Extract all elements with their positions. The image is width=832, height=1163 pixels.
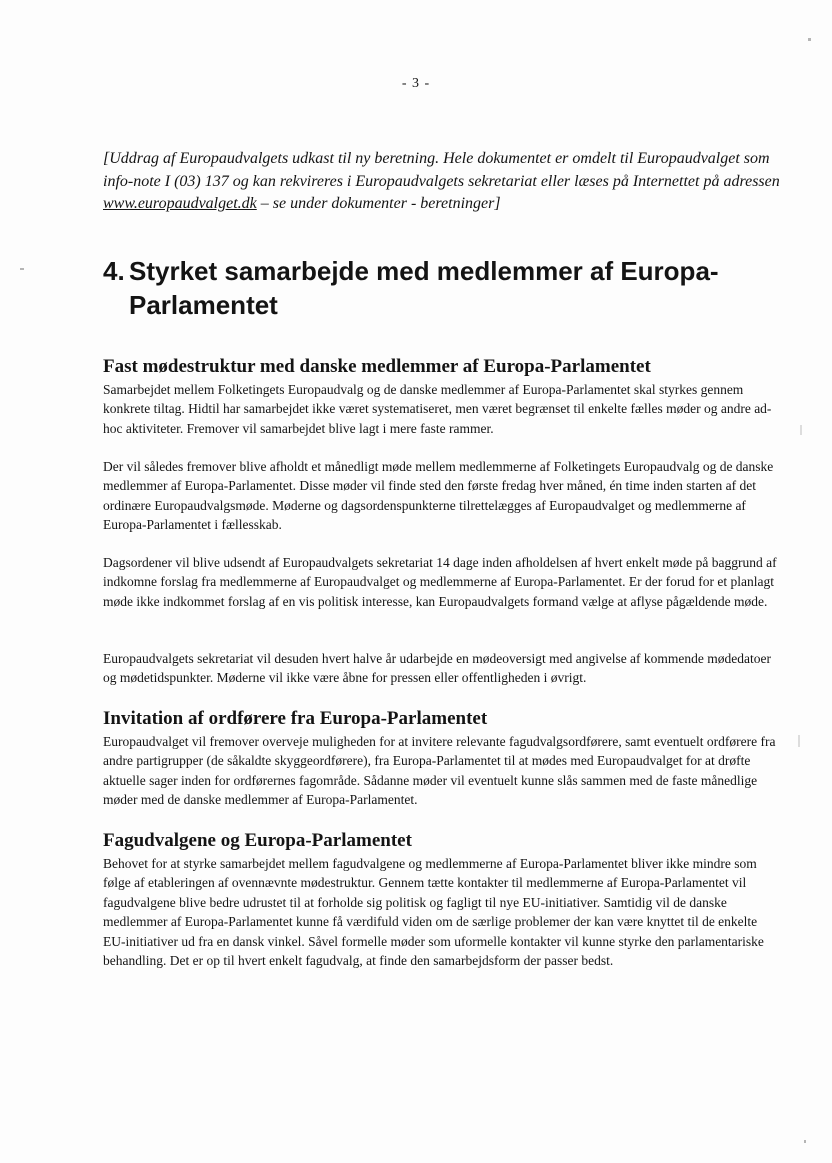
- scan-speck: [800, 425, 802, 435]
- section-paragraph: Behovet for at styrke samarbejdet mellem fagudvalgene og medlemmerne af Europa-Parlamentet bliver ikke mindre som følge af etableringen af ovennævnte mødestruktur. Gennem tætte kontakter til medlemmerne af Europa-Parlamentet vil fagudvalgene blive bedre udrustet til at forholde sig politisk og fagligt til nye EU-initiativer. Samtidig vil de danske medlemmer af Europa-Parlamentet kunne få værdifuld viden om de særlige problemer der kan være knyttet til de enkelte EU-initiativer ud fra en dansk vinkel. Såvel formelle møder som uformelle kontakter vil kunne styrke den parlamentariske behandling. Det er op til hvert enkelt fagudvalg, at finde den samarbejdsform der passer bedst.: [103, 856, 764, 969]
- section-committees: [103, 830, 783, 970]
- chapter-title-line2: Parlamentet: [129, 290, 278, 320]
- intro-text: [Uddrag af Europaudvalgets udkast til ny beretning. Hele dokumentet er omdelt til Europaudvalget som info-note I (03) 137 og kan rekvireres i Europaudvalgets sekretariat eller læses på Internettet på adressen: [103, 150, 780, 190]
- chapter-title-line1: Styrket samarbejde med medlemmer af Europa-: [129, 256, 719, 286]
- scan-speck: [798, 735, 800, 747]
- section-meeting-structure: [103, 356, 783, 438]
- section-paragraph: Dagsordener vil blive udsendt af Europaudvalgets sekretariat 14 dage inden afholdelsen af hvert enkelt møde på baggrund af indkomne forslag fra medlemmerne af Europaudvalget og medlemmerne af Europa-Parlamentet. Er der forud for et planlagt møde ikke indkommet forslag af en vis politisk interesse, kan Europaudvalgets formand vælge at aflyse pågældende møde.: [103, 555, 777, 609]
- section-heading: Invitation af ordførere fra Europa-Parlamentet: [103, 708, 488, 729]
- scan-speck: [20, 268, 24, 270]
- section-rapporteurs: [103, 708, 783, 810]
- page-number: - 3 -: [401, 76, 431, 91]
- intro-note: [103, 148, 793, 216]
- scan-speck: [804, 1140, 806, 1143]
- chapter-heading: [103, 254, 803, 322]
- section-paragraph: Samarbejdet mellem Folketingets Europaudvalg og de danske medlemmer af Europa-Parlamentet skal styrkes gennem konkrete tiltag. Hidtil har samarbejdet ikke været systematiseret, men været begrænset til enkelte fælles møder og andre ad-hoc aktiviteter. Fremover vil samarbejdet blive lagt i mere faste rammer.: [103, 382, 772, 436]
- website-link[interactable]: www.europaudvalget.dk: [103, 195, 257, 212]
- chapter-number: 4.: [103, 256, 125, 286]
- scan-speck: [808, 38, 811, 41]
- section-paragraph: Europaudvalget vil fremover overveje muligheden for at invitere relevante fagudvalgsordførere, samt eventuelt ordførere fra andre partigrupper (de såkaldte skyggeordførere), fra Europa-Parlamentet til at mødes med Europaudvalget for at drøfte aktuelle sager inden for ordførernes fagområde. Sådanne møder vil eventuelt kunne slås sammen med de faste månedlige møder med de danske medlemmer af Europa-Parlamentet.: [103, 734, 776, 808]
- section-paragraph: Der vil således fremover blive afholdt et månedligt møde mellem medlemmerne af Folketingets Europaudvalg og de danske medlemmer af Europa-Parlamentet. Disse møder vil finde sted den første fredag hver måned, én time inden starten af det ordinære Europaudvalgsmøde. Møderne og dagsordenspunkterne tilrettelægges af Europaudvalget og medlemmerne af Europa-Parlamentet i fællesskab.: [103, 459, 774, 533]
- section-heading: Fast mødestruktur med danske medlemmer af Europa-Parlamentet: [103, 356, 651, 377]
- intro-text-end: – se under dokumenter - beretninger]: [256, 195, 501, 212]
- section-heading: Fagudvalgene og Europa-Parlamentet: [103, 830, 412, 851]
- section-paragraph: Europaudvalgets sekretariat vil desuden hvert halve år udarbejde en mødeoversigt med angivelse af kommende mødedatoer og mødetidspunkter. Møderne vil ikke være åbne for pressen eller offentligheden i øvrigt.: [103, 651, 772, 686]
